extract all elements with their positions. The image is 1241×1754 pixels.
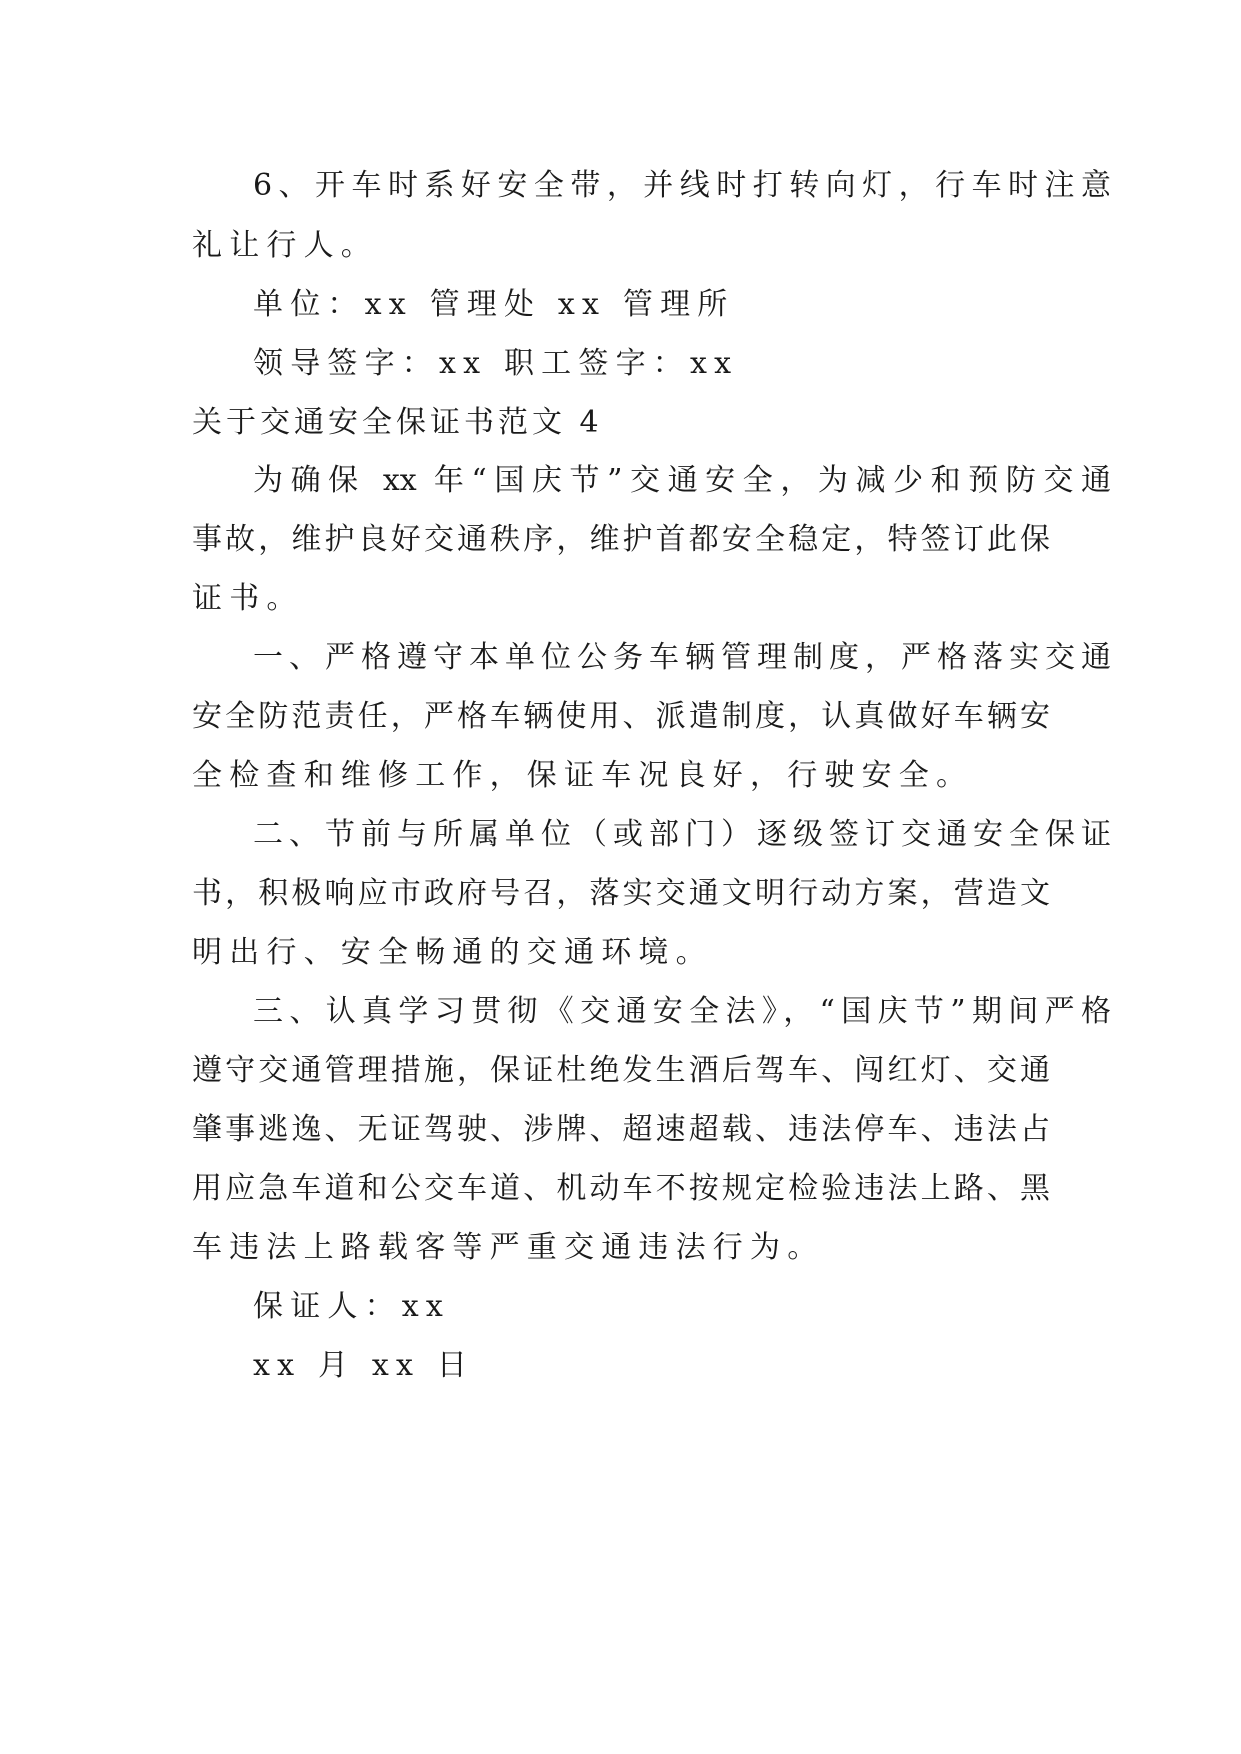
clause-2-line-2: 书，积极响应市政府号召，落实交通文明行动方案，营造文 — [192, 876, 1050, 911]
intro-line-2: 事故，维护良好交通秩序，维护首都安全稳定，特签订此保 — [192, 522, 1050, 557]
clause-2-line-1: 二、节前与所属单位（或部门）逐级签订交通安全保证 — [253, 817, 1111, 852]
clause-1-line-2: 安全防范责任，严格车辆使用、派遣制度，认真做好车辆安 — [192, 699, 1050, 734]
signature-line: 领导签字：xx 职工签字：xx — [253, 346, 739, 381]
clause-3-line-4: 用应急车道和公交车道、机动车不按规定检验违法上路、黑 — [192, 1171, 1050, 1206]
clause-3-line-5: 车违法上路载客等严重交通违法行为。 — [192, 1230, 825, 1265]
clause-1-line-1: 一、严格遵守本单位公务车辆管理制度，严格落实交通 — [253, 640, 1111, 675]
unit-line: 单位：xx 管理处 xx 管理所 — [253, 287, 735, 322]
date-line: xx 月 xx 日 — [253, 1348, 475, 1383]
intro-line-3: 证书。 — [192, 581, 304, 616]
section-heading: 关于交通安全保证书范文 4 — [192, 405, 603, 440]
clause-1-line-3: 全检查和维修工作，保证车况良好，行驶安全。 — [192, 758, 974, 793]
item-6-line-2: 礼让行人。 — [192, 228, 378, 263]
item-6-line-1: 6、开车时系好安全带，并线时打转向灯，行车时注意 — [253, 168, 1111, 203]
clause-3-line-1: 三、认真学习贯彻《交通安全法》，“国庆节”期间严格 — [253, 994, 1111, 1029]
guarantor-line: 保证人：xx — [253, 1289, 451, 1324]
clause-3-line-2: 遵守交通管理措施，保证杜绝发生酒后驾车、闯红灯、交通 — [192, 1053, 1050, 1088]
intro-line-1: 为确保 xx 年“国庆节”交通安全，为减少和预防交通 — [253, 463, 1111, 498]
clause-2-line-3: 明出行、安全畅通的交通环境。 — [192, 935, 713, 970]
clause-3-line-3: 肇事逃逸、无证驾驶、涉牌、超速超载、违法停车、违法占 — [192, 1112, 1050, 1147]
